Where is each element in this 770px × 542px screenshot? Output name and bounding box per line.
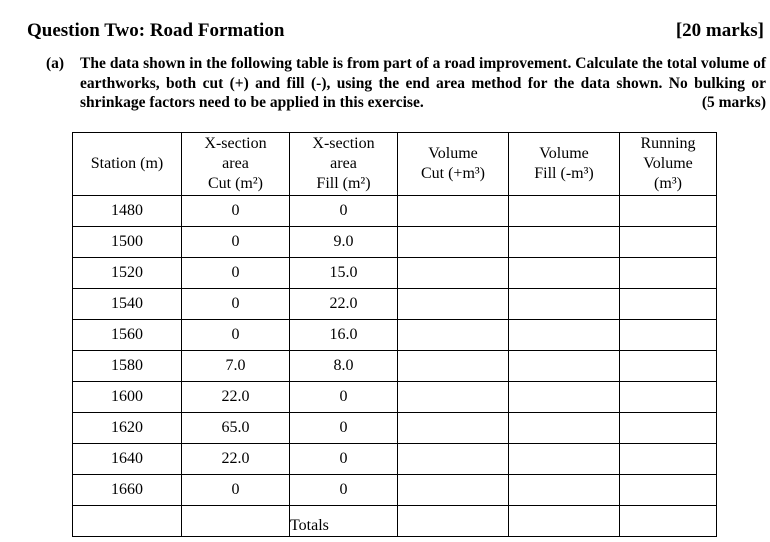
cut-area-cell: 65.0	[182, 413, 290, 444]
fill-area-cell: 0	[290, 413, 398, 444]
question-title: Question Two: Road Formation	[27, 20, 285, 41]
volume-fill-cell[interactable]	[509, 227, 620, 258]
header-station: Station (m)	[73, 133, 182, 196]
fill-area-cell: 9.0	[290, 227, 398, 258]
table-header-row	[73, 133, 717, 196]
header-cut-area: X-section area Cut (m²)	[182, 133, 290, 196]
totals-row	[73, 506, 717, 537]
volume-fill-cell[interactable]	[509, 289, 620, 320]
cut-area-cell: 7.0	[182, 351, 290, 382]
fill-area-cell: 0	[290, 444, 398, 475]
fill-area-cell: 0	[290, 382, 398, 413]
part-a-instructions	[80, 54, 766, 113]
fill-area-cell: 0	[290, 196, 398, 227]
cut-area-cell: 0	[182, 196, 290, 227]
volume-cut-cell[interactable]	[398, 258, 509, 289]
table-row	[73, 351, 717, 382]
volume-fill-cell[interactable]	[509, 444, 620, 475]
question-marks: [20 marks]	[675, 20, 764, 41]
fill-area-cell: 15.0	[290, 258, 398, 289]
cut-area-cell: 22.0	[182, 382, 290, 413]
fill-area-cell: 0	[290, 475, 398, 506]
total-volume-cut-cell[interactable]	[398, 506, 509, 537]
running-volume-cell[interactable]	[620, 227, 717, 258]
earthworks-table	[72, 132, 717, 537]
running-volume-cell[interactable]	[620, 475, 717, 506]
volume-fill-cell[interactable]	[509, 413, 620, 444]
volume-cut-cell[interactable]	[398, 475, 509, 506]
running-volume-cell[interactable]	[620, 382, 717, 413]
table-row	[73, 196, 717, 227]
part-a-label: (a)	[46, 55, 65, 72]
header-running-volume: Running Volume (m³)	[620, 133, 717, 196]
volume-fill-cell[interactable]	[509, 351, 620, 382]
table-row	[73, 320, 717, 351]
station-cell: 1540	[73, 289, 182, 320]
station-cell: 1480	[73, 196, 182, 227]
running-volume-cell[interactable]	[620, 320, 717, 351]
total-running-volume-cell[interactable]	[620, 506, 717, 537]
volume-cut-cell[interactable]	[398, 351, 509, 382]
cut-area-cell: 0	[182, 227, 290, 258]
cut-area-cell: 0	[182, 475, 290, 506]
table-row	[73, 444, 717, 475]
part-a-marks: (5 marks)	[701, 94, 766, 111]
table-row	[73, 227, 717, 258]
station-cell: 1560	[73, 320, 182, 351]
fill-area-cell: 8.0	[290, 351, 398, 382]
fill-area-cell: 16.0	[290, 320, 398, 351]
running-volume-cell[interactable]	[620, 289, 717, 320]
station-cell: 1500	[73, 227, 182, 258]
table-row	[73, 382, 717, 413]
running-volume-cell[interactable]	[620, 258, 717, 289]
total-volume-fill-cell[interactable]	[509, 506, 620, 537]
running-volume-cell[interactable]	[620, 351, 717, 382]
volume-cut-cell[interactable]	[398, 320, 509, 351]
station-cell: 1640	[73, 444, 182, 475]
table-body	[73, 196, 717, 506]
volume-fill-cell[interactable]	[509, 475, 620, 506]
cut-area-cell: 0	[182, 258, 290, 289]
volume-cut-cell[interactable]	[398, 382, 509, 413]
header-volume-cut: Volume Cut (+m³)	[398, 133, 509, 196]
station-cell: 1660	[73, 475, 182, 506]
volume-cut-cell[interactable]	[398, 227, 509, 258]
totals-blank-station	[73, 506, 182, 537]
part-a-text: The data shown in the following table is from part of a road improvement. Calculate the total volume of earthworks, both cut (+) and fill (-), using the end area method for the data shown. No bulking or shrinkage factors need to be applied in this exercise.	[80, 55, 766, 111]
header-fill-area: X-section area Fill (m²)	[290, 133, 398, 196]
station-cell: 1620	[73, 413, 182, 444]
cut-area-cell: 0	[182, 320, 290, 351]
volume-fill-cell[interactable]	[509, 258, 620, 289]
cut-area-cell: 0	[182, 289, 290, 320]
volume-fill-cell[interactable]	[509, 320, 620, 351]
volume-cut-cell[interactable]	[398, 289, 509, 320]
running-volume-cell[interactable]	[620, 413, 717, 444]
station-cell: 1600	[73, 382, 182, 413]
totals-blank-cut	[182, 506, 290, 537]
table-row	[73, 413, 717, 444]
cut-area-cell: 22.0	[182, 444, 290, 475]
header-volume-fill: Volume Fill (-m³)	[509, 133, 620, 196]
table-row	[73, 289, 717, 320]
volume-fill-cell[interactable]	[509, 382, 620, 413]
station-cell: 1580	[73, 351, 182, 382]
fill-area-cell: 22.0	[290, 289, 398, 320]
running-volume-cell[interactable]	[620, 444, 717, 475]
table-row	[73, 258, 717, 289]
station-cell: 1520	[73, 258, 182, 289]
volume-cut-cell[interactable]	[398, 196, 509, 227]
volume-cut-cell[interactable]	[398, 413, 509, 444]
volume-fill-cell[interactable]	[509, 196, 620, 227]
volume-cut-cell[interactable]	[398, 444, 509, 475]
running-volume-cell[interactable]	[620, 196, 717, 227]
totals-label: Totals	[290, 506, 398, 537]
table-row	[73, 475, 717, 506]
